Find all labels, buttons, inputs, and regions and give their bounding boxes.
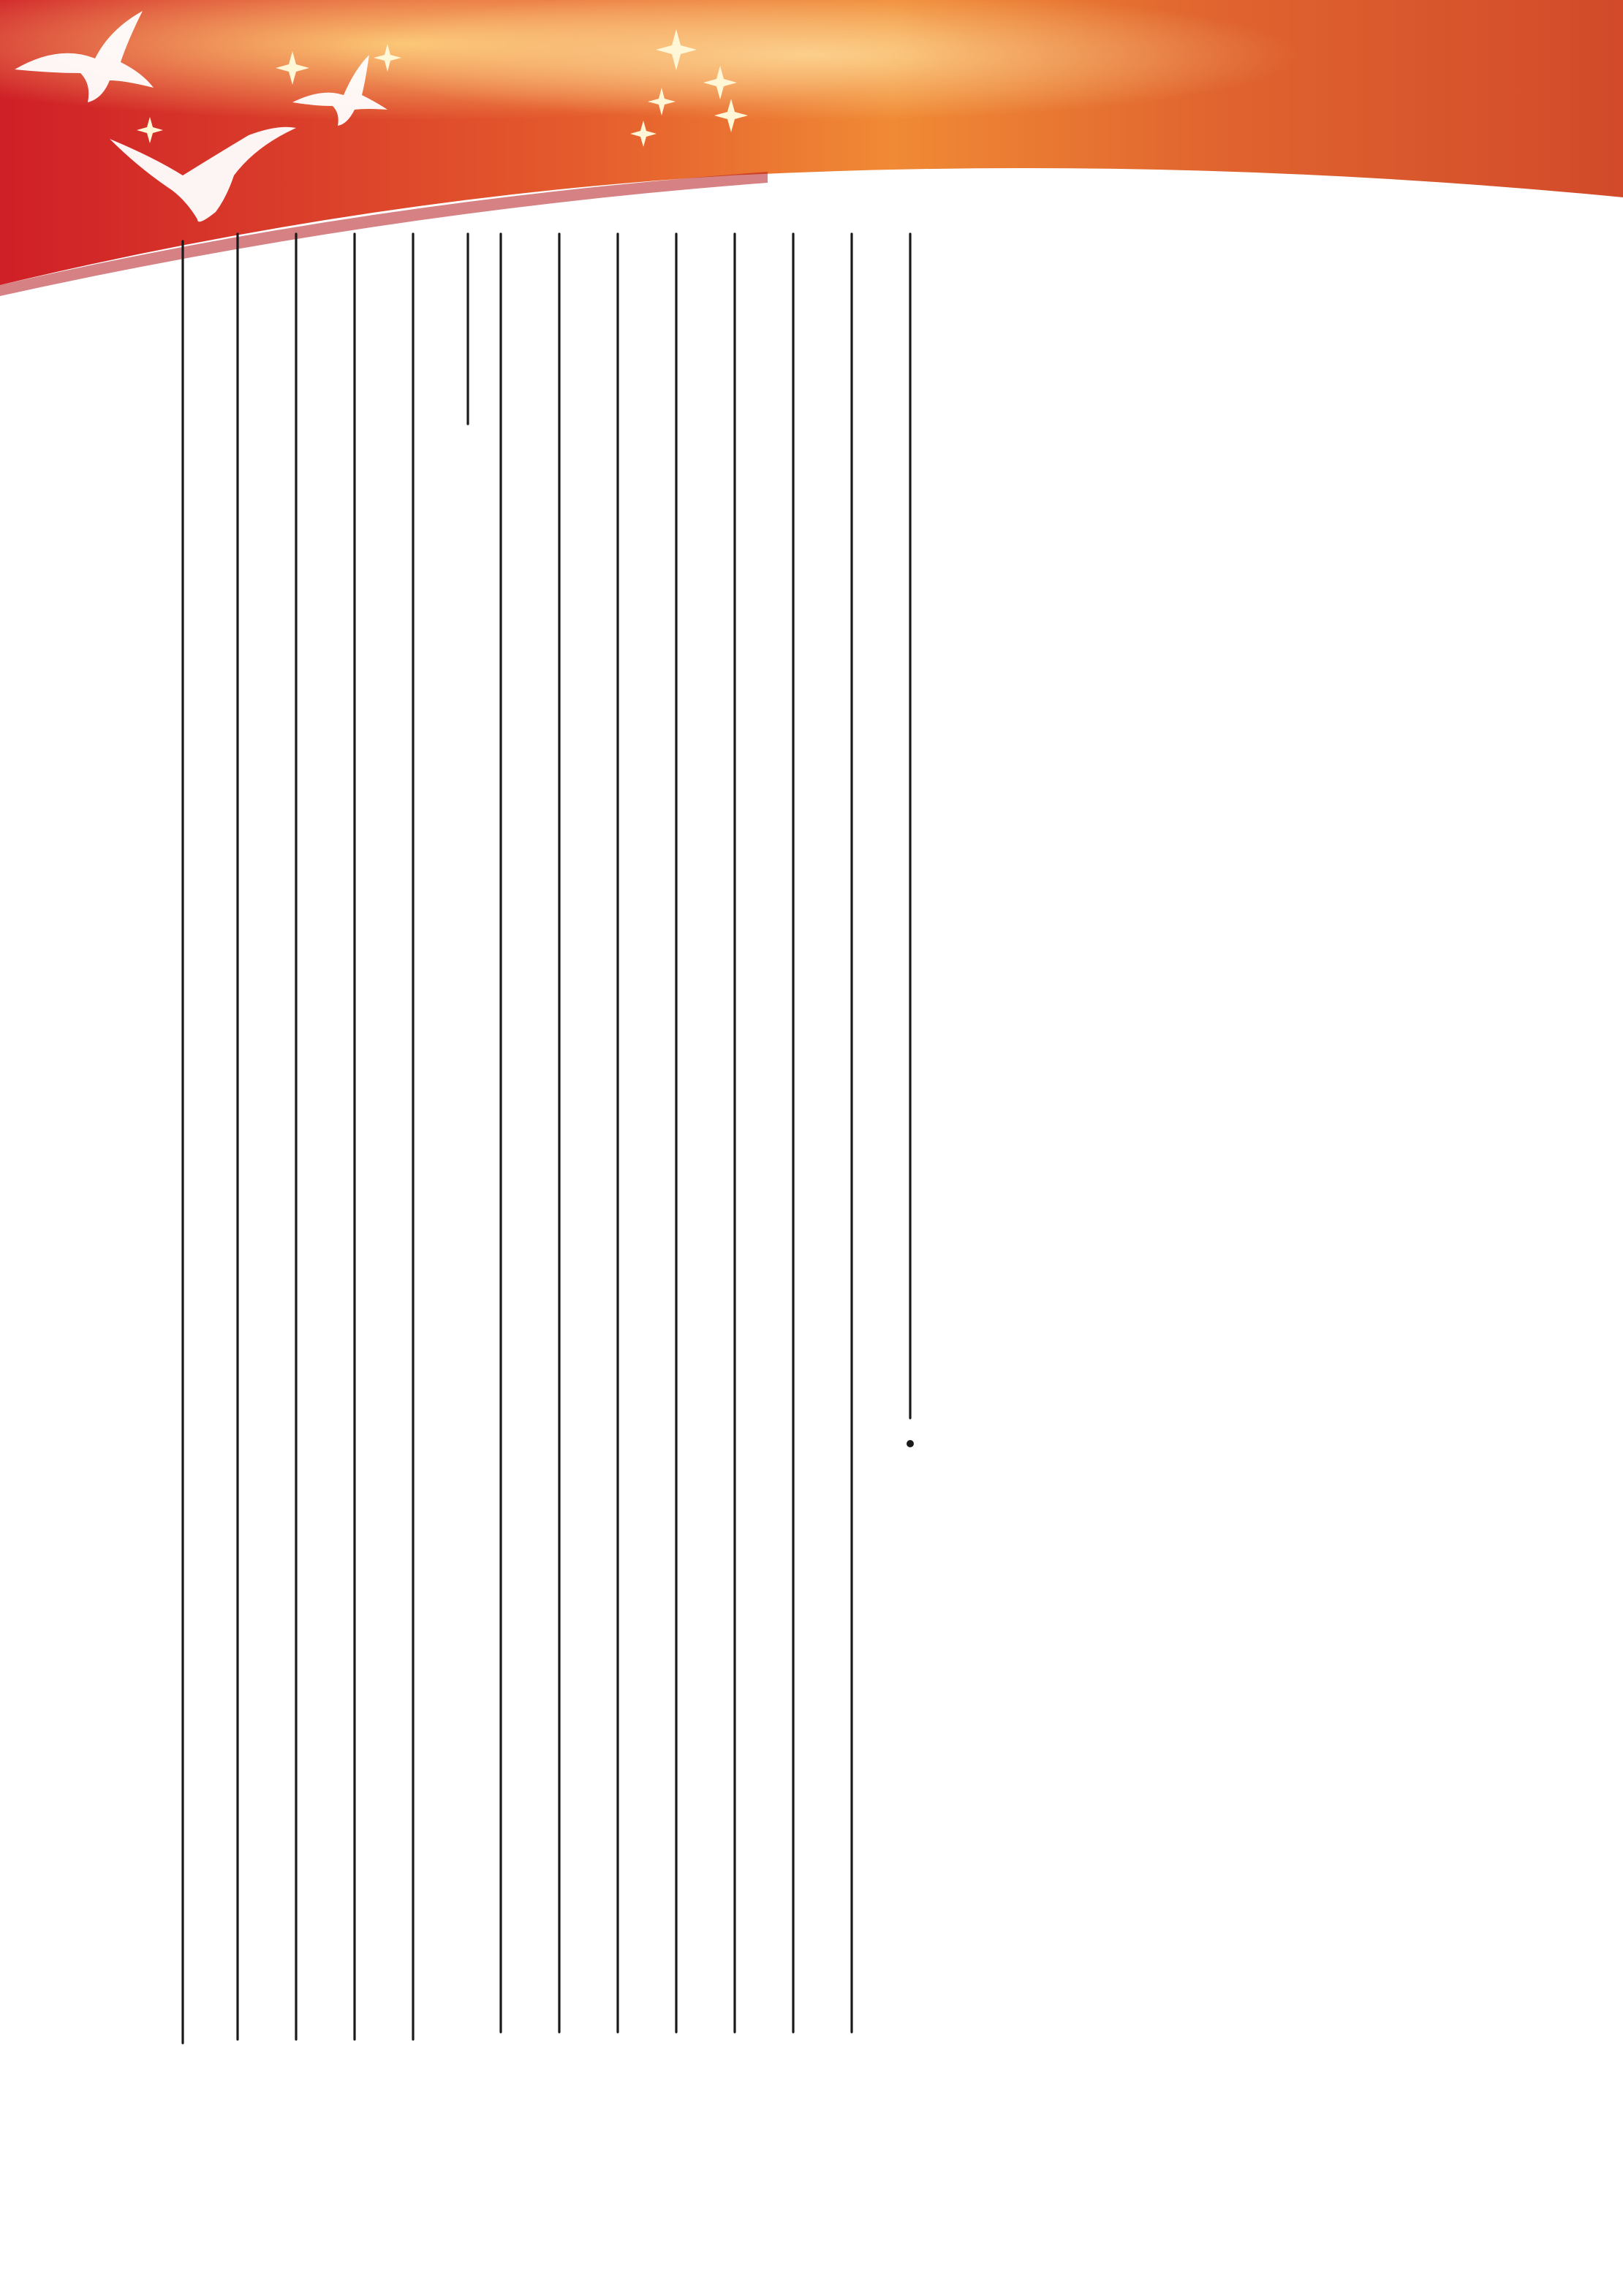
paragraph-3 (183, 234, 296, 2043)
text-column (907, 234, 914, 1447)
paragraph-2 (355, 234, 413, 2039)
paragraph-1 (468, 234, 914, 2032)
